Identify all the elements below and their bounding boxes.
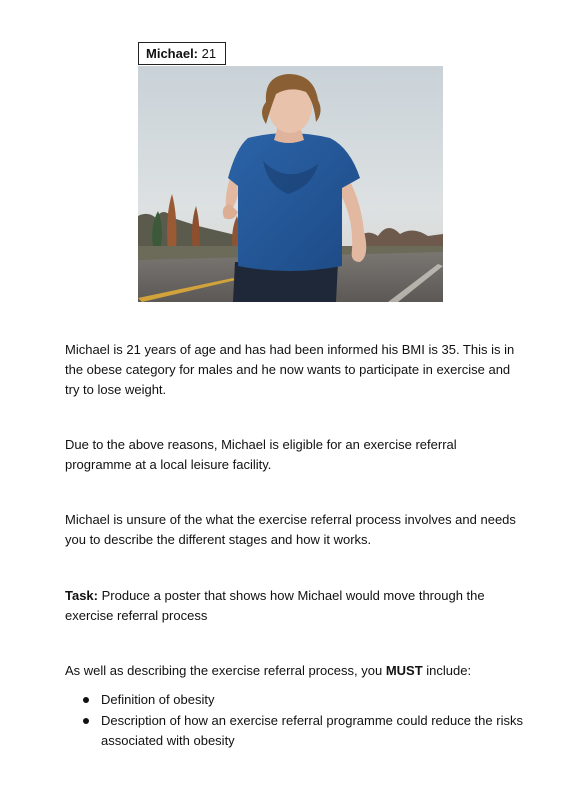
list-item-text: Description of how an exercise referral programme could reduce the risks associated with obesity	[101, 713, 523, 748]
must-keyword: MUST	[385, 663, 423, 678]
age-value: 21	[201, 46, 217, 61]
requirements-before: As well as describing the exercise referral process, you	[65, 663, 386, 678]
list-item	[65, 711, 525, 751]
process-paragraph: Michael is unsure of the what the exercise referral process involves and needs you to describe the different stages and how it works.	[65, 512, 516, 547]
requirements-paragraph	[65, 661, 525, 681]
bullet-icon	[83, 697, 89, 703]
name-age-label	[138, 42, 226, 65]
task-label: Task:	[65, 588, 98, 603]
requirements-after: include:	[422, 663, 472, 678]
list-item-text: Definition of obesity	[101, 692, 215, 707]
michael-running-photo	[138, 66, 443, 302]
task-text: Produce a poster that shows how Michael would move through the exercise referral process	[65, 588, 485, 623]
requirements-list	[65, 690, 525, 752]
task-paragraph	[65, 586, 525, 626]
intro-paragraph: Michael is 21 years of age and has had been informed his BMI is 35. This is in the obese category for males and he now wants to participate in exercise and try to lose weight.	[65, 342, 515, 397]
name-label: Michael:	[146, 46, 199, 61]
bullet-icon	[83, 718, 89, 724]
eligibility-paragraph: Due to the above reasons, Michael is eligible for an exercise referral programme at a local leisure facility.	[65, 437, 457, 472]
list-item	[65, 690, 525, 710]
